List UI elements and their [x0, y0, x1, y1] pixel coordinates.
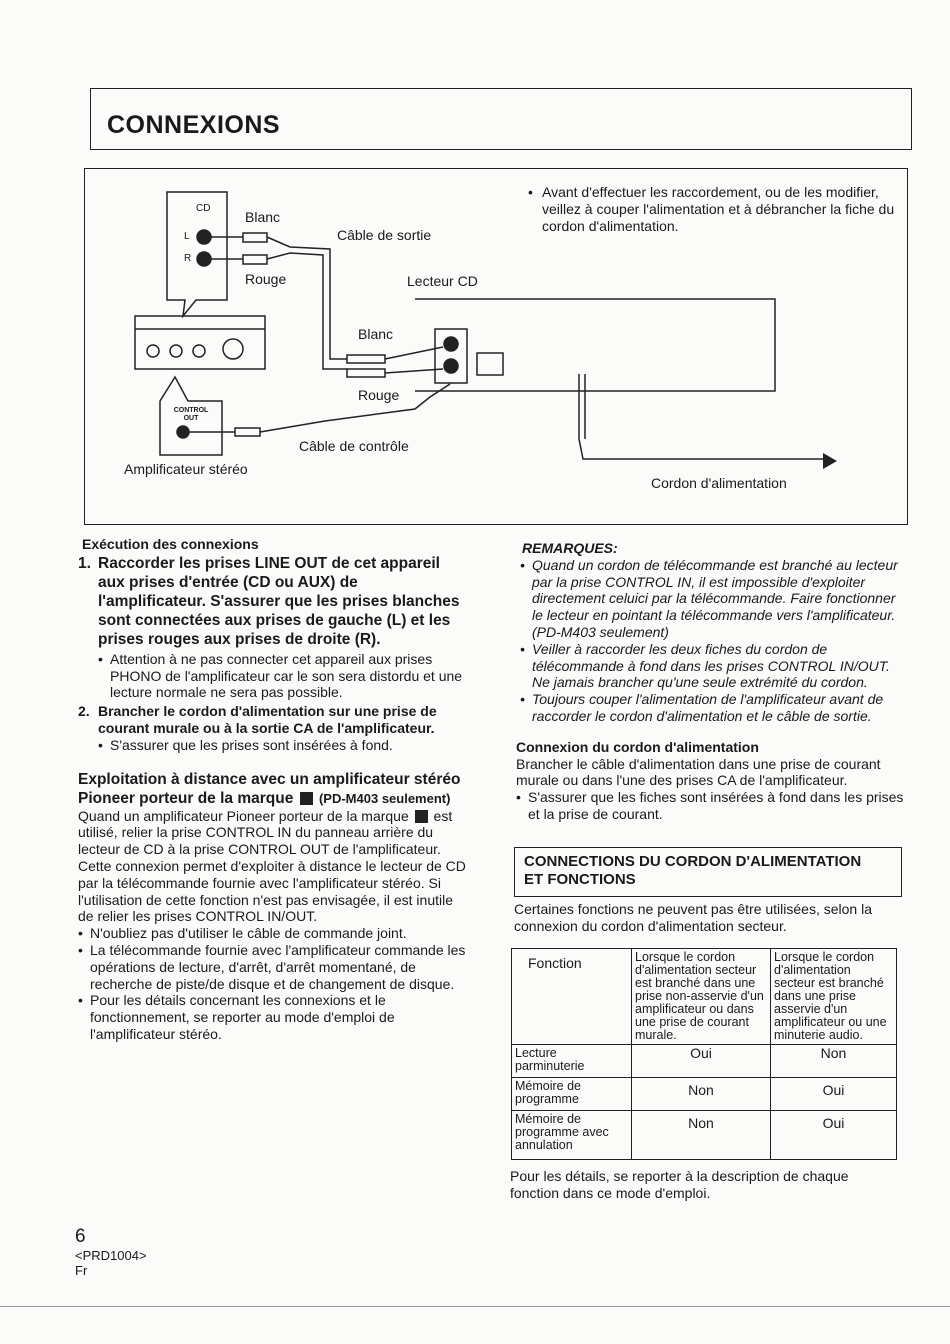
table-header-col2: Lorsque le cordon d'alimentation secteur est branché dans une prise asservie d'un amplificateur ou une minuterie audio. — [771, 949, 897, 1045]
bottom-rule — [0, 1306, 950, 1307]
step-1-bullet — [98, 651, 468, 701]
remark-3 — [520, 691, 908, 725]
table-row — [512, 1111, 897, 1160]
table-header-col1: Lorsque le cordon d'alimentation secteur est branché dans une prise non-asservie d'un amplificateur ou dans une prise de courant murale. — [632, 949, 771, 1045]
remote-bullet-1 — [78, 925, 468, 942]
sr-mark-icon — [300, 792, 313, 805]
table-row — [512, 1078, 897, 1111]
remote-bullet-text: N'oubliez pas d'utiliser le câble de commande joint. — [90, 925, 407, 942]
remote-paragraph — [78, 808, 468, 926]
rouge-label-2: Rouge — [358, 387, 400, 403]
power-bullet-text: S'assurer que les fiches sont insérées à fond dans les prises et la prise de courant. — [528, 789, 904, 822]
right-column — [516, 540, 908, 823]
table-cell-value: Non — [632, 1078, 771, 1111]
bullet: • — [528, 184, 533, 200]
remote-heading-line2b: (PD-M403 seulement) — [318, 790, 451, 806]
language-code: Fr — [75, 1263, 88, 1278]
step-2-bullet-text: S'assurer que les prises sont insérées à fond. — [110, 736, 393, 753]
table-row — [512, 1045, 897, 1078]
blanc-label-2: Blanc — [358, 326, 394, 342]
functions-table — [511, 948, 897, 1160]
remark-2 — [520, 641, 908, 691]
page-title: CONNEXIONS — [107, 111, 281, 139]
lecteur-cd-label: Lecteur CD — [407, 273, 478, 289]
remote-heading — [78, 770, 468, 808]
step-2-text: Brancher le cordon d'alimentation sur une prise de courant murale ou à la sortie CA de l'amplificateur. — [98, 703, 437, 736]
table-cell-value: Non — [771, 1045, 897, 1078]
remote-heading-line2a: Pioneer porteur de la marque — [78, 789, 294, 807]
left-column — [78, 536, 468, 1043]
cordon-label: Cordon d'alimentation — [651, 475, 787, 491]
remote-paragraph-2: est utilisé, relier la prise CONTROL IN du panneau arrière du lecteur de CD à la prise CONTROL OUT de l'amplificateur. Cette connexion permet d'exploiter à distance le lecteur de CD par la télécommande fournie avec l'amplificateur stéréo. Si l'utilisation de cette fonction n'est pas envisagée, il est inutile de relier les prises CONTROL IN/OUT. — [78, 807, 466, 925]
power-heading: Connexion du cordon d'alimentation — [516, 738, 759, 755]
control-out-label: CONTROL OUT — [173, 407, 209, 422]
section-title-line2: ET FONCTIONS — [524, 871, 636, 888]
table-header-row — [512, 949, 897, 1045]
top-note — [528, 184, 906, 235]
rouge-label-1: Rouge — [245, 271, 287, 287]
r-label: R — [184, 253, 192, 264]
remark-text: Quand un cordon de télécommande est branché au lecteur par la prise CONTROL IN, il est impossible d'exploiter directement celuici par la télécommande. Faire fonctionner le lecteur en pointant la télécommande vers l'amplificateur. (PD-M403 seulement) — [532, 556, 898, 640]
remote-bullet-2 — [78, 942, 468, 992]
remark-text: Veiller à raccorder les deux fiches du cordon de télécommande à fond dans les prises CONTROL IN/OUT. Ne jamais brancher qu'une seule extrémité du cordon. — [532, 640, 890, 691]
remote-bullet-text: La télécommande fournie avec l'amplificateur commande les opérations de lecture, d'arrêt, d'arrêt momentané, de recherche de piste/de disque et de changement de disque. — [90, 941, 466, 992]
table-cell-function: Mémoire de programme avec annulation — [512, 1111, 632, 1160]
remote-bullet-3 — [78, 992, 468, 1042]
remote-heading-line2 — [78, 789, 468, 808]
section-intro: Certaines fonctions ne peuvent pas être utilisées, selon la connexion du cordon d'alimentation secteur. — [514, 901, 872, 934]
remark-text: Toujours couper l'alimentation de l'amplificateur avant de raccorder le cordon d'alimentation et le câble de sortie. — [532, 691, 884, 724]
step-1 — [78, 554, 468, 701]
l-label: L — [184, 231, 190, 242]
table-cell-function: Mémoire de programme — [512, 1078, 632, 1111]
remote-heading-line1: Exploitation à distance avec un amplificateur stéréo — [78, 770, 461, 788]
section-title-line1: CONNECTIONS DU CORDON D'ALIMENTATION — [524, 853, 862, 870]
step-1-text: Raccorder les prises LINE OUT de cet appareil aux prises d'entrée (CD ou AUX) de l'amplificateur. S'assurer que les prises blanches sont connectées aux prises de gauche (L) et les prises rouges aux prises de droite (R). — [98, 554, 460, 648]
title-box — [90, 88, 912, 150]
remote-paragraph-1: Quand un amplificateur Pioneer porteur de la marque — [78, 807, 409, 824]
table-cell-function: Lecture parminuterie — [512, 1045, 632, 1078]
cable-controle-label: Câble de contrôle — [299, 438, 409, 454]
page-number: 6 — [75, 1226, 86, 1247]
table-cell-value: Oui — [771, 1111, 897, 1160]
table-cell-value: Oui — [632, 1045, 771, 1078]
doc-code: <PRD1004> — [75, 1248, 147, 1263]
amplificateur-label: Amplificateur stéréo — [124, 461, 248, 477]
step-2 — [78, 703, 468, 753]
remote-bullet-text: Pour les détails concernant les connexions et le fonctionnement, se reporter au mode d'emploi de l'amplificateur stéréo. — [90, 992, 395, 1042]
step-1-number: 1. — [78, 554, 91, 572]
step-2-number: 2. — [78, 703, 90, 720]
sr-mark-icon — [415, 810, 428, 823]
cd-label: CD — [196, 203, 211, 214]
table-cell-value: Non — [632, 1111, 771, 1160]
blanc-label-1: Blanc — [245, 209, 281, 225]
remark-1 — [520, 557, 908, 641]
table-header-function: Fonction — [512, 949, 632, 1045]
power-paragraph: Brancher le câble d'alimentation dans une prise de courant murale ou dans l'une des prises CA de l'amplificateur. — [516, 755, 881, 789]
table-cell-value: Oui — [771, 1078, 897, 1111]
power-bullet — [516, 789, 908, 823]
top-note-text: Avant d'effectuer les raccordement, ou de les modifier, veillez à couper l'alimentation et à débrancher la fiche du cordon d'alimentation. — [542, 184, 895, 234]
step-2-bullet — [98, 737, 468, 754]
remarks-heading: REMARQUES: — [522, 540, 618, 556]
exec-heading: Exécution des connexions — [82, 536, 259, 552]
section-box — [514, 847, 902, 897]
cable-sortie-label: Câble de sortie — [337, 227, 432, 243]
section-outro: Pour les détails, se reporter à la description de chaque fonction dans ce mode d'emploi. — [510, 1168, 849, 1201]
step-1-bullet-text: Attention à ne pas connecter cet appareil aux prises PHONO de l'amplificateur car le son sera distordu et une lecture normale ne sera pas possible. — [110, 650, 463, 701]
